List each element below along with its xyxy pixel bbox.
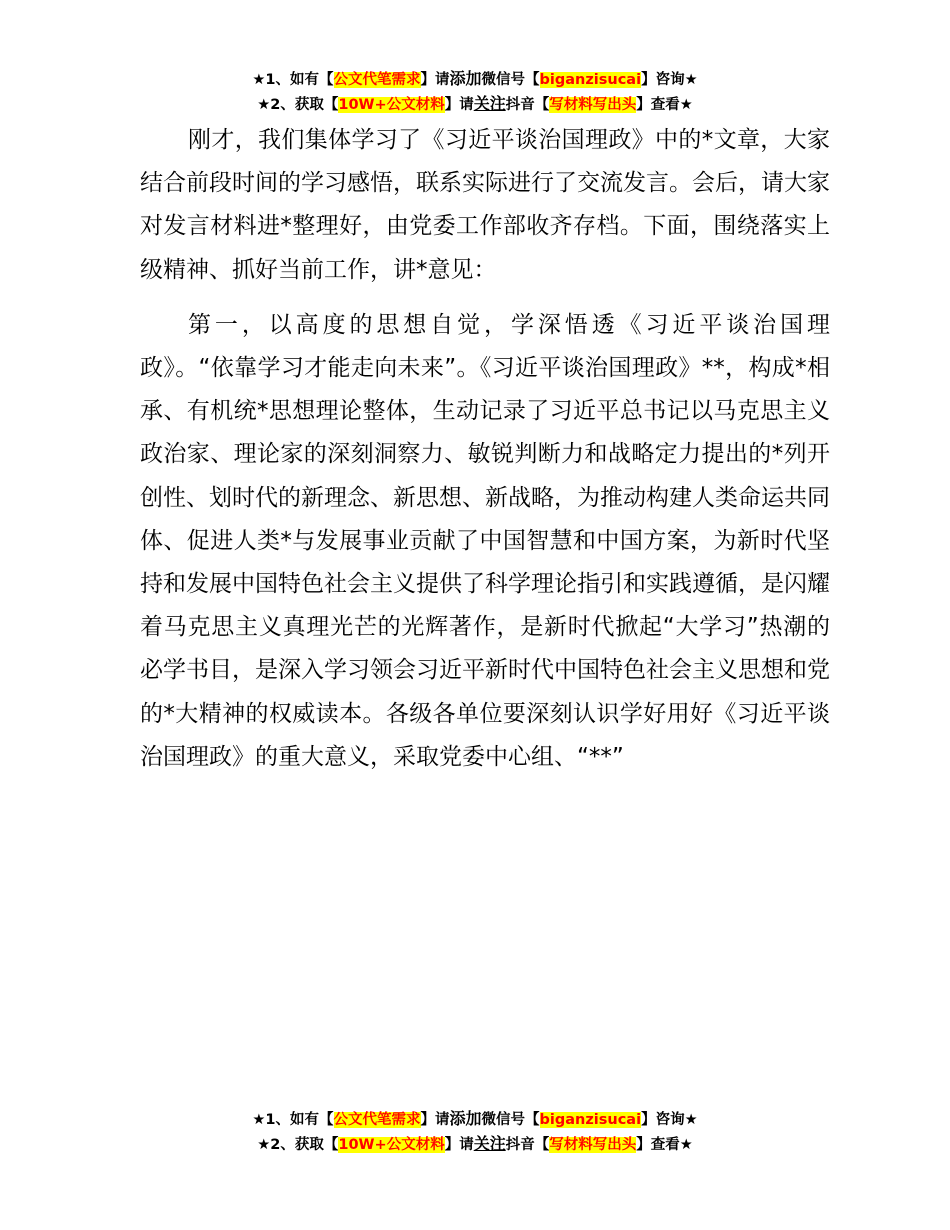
highlight-text: 公文代笔需求 [333, 72, 421, 88]
banner-line-2 [0, 92, 950, 117]
banner-text: 微信号【 [481, 1112, 540, 1128]
wechat-id-highlight: biganzisucai [539, 1112, 642, 1128]
footer-banner [0, 1107, 950, 1157]
banner-text: 关注 [473, 1134, 506, 1153]
banner-text: 添加 [449, 69, 482, 88]
banner-text: 】请 [420, 1112, 450, 1128]
wechat-id-highlight: biganzisucai [539, 72, 642, 88]
banner-text: 添加 [449, 1109, 482, 1128]
banner-text: ★2、获取【 [257, 1137, 339, 1153]
header-banner [0, 67, 950, 117]
highlight-text: 公文代笔需求 [333, 1112, 421, 1128]
banner-text: 】咨询★ [641, 1112, 698, 1128]
banner-line-1 [0, 67, 950, 92]
highlight-text: 10W+公文材料 [338, 1137, 445, 1153]
douyin-id-highlight: 写材料写出头 [549, 97, 637, 113]
banner-line-1 [0, 1107, 950, 1132]
banner-text: ★1、如有【 [252, 1112, 334, 1128]
body-paragraph: 刚才，我们集体学习了《习近平谈治国理政》中的*文章，大家结合前段时间的学习感悟，联系实际进行了交流发言。会后，请大家对发言材料进*整理好，由党委工作部收齐存档。下面，围绕落实上级精神、抓好当前工作，讲*意见： [140, 127, 830, 283]
banner-text: 】请 [444, 97, 474, 113]
banner-line-2 [0, 1132, 950, 1157]
banner-text: 关注 [473, 94, 506, 113]
banner-text: 】查看★ [636, 1137, 693, 1153]
banner-text: 】查看★ [636, 97, 693, 113]
banner-text: ★2、获取【 [257, 97, 339, 113]
banner-text: 】请 [420, 72, 450, 88]
banner-text: 抖音【 [505, 97, 550, 113]
document-body [140, 119, 830, 791]
banner-text: 微信号【 [481, 72, 540, 88]
banner-text: 】请 [444, 1137, 474, 1153]
body-paragraph: 第一，以高度的思想自觉，学深悟透《习近平谈治国理政》。“依靠学习才能走向未来”。《习近平谈治国理政》**，构成*相承、有机统*思想理论整体，生动记录了习近平总书记以马克思主义政治家、理论家的深刻洞察力、敏锐判断力和战略定力提出的*列开创性、划时代的新理念、新思想、新战略，为推动构建人类命运共同体、促进人类*与发展事业贡献了中国智慧和中国方案，为新时代坚持和发展中国特色社会主义提供了科学理论指引和实践遵循，是闪耀着马克思主义真理光芒的光辉著作，是新时代掀起“大学习”热潮的必学书目，是深入学习领会习近平新时代中国特色社会主义思想和党的*大精神的权威读本。各级各单位要深刻认识学好用好《习近平谈治国理政》的重大意义，采取党委中心组、“**” [140, 311, 830, 770]
banner-text: 】咨询★ [641, 72, 698, 88]
douyin-id-highlight: 写材料写出头 [549, 1137, 637, 1153]
banner-text: ★1、如有【 [252, 72, 334, 88]
banner-text: 抖音【 [505, 1137, 550, 1153]
highlight-text: 10W+公文材料 [338, 97, 445, 113]
